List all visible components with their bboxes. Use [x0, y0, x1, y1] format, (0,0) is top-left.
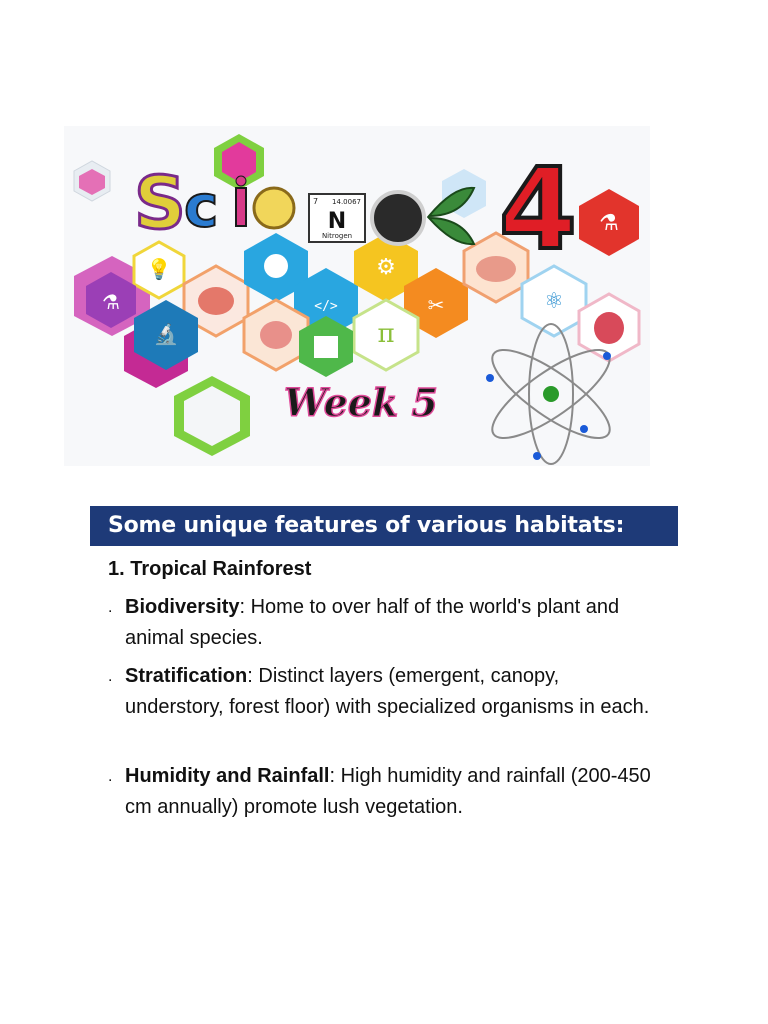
lightbulb-icon: 💡 — [146, 259, 172, 281]
item-term: Stratification — [125, 665, 248, 687]
lungs-icon — [594, 312, 624, 344]
microscope-icon: 🔬 — [153, 324, 179, 346]
calculator-icon — [314, 336, 338, 358]
subheading: 1. Tropical Rainforest — [108, 558, 312, 580]
code-icon: </> — [314, 299, 338, 314]
flask-icon: ⚗ — [102, 292, 120, 314]
item-term: Biodiversity — [125, 596, 240, 618]
svg-text:7: 7 — [313, 197, 319, 206]
muscle-icon — [198, 287, 234, 315]
tools-icon: ✂ — [427, 295, 445, 317]
science-banner — [64, 126, 650, 466]
item-text: High humidity and rainfall (200-450 cm annually) promote lush vegetation. — [125, 765, 651, 818]
atom-icon: ⚛ — [544, 288, 564, 313]
pi-icon: π — [377, 319, 395, 349]
svg-text:N: N — [327, 209, 347, 234]
svg-text:14.0067: 14.0067 — [332, 198, 361, 206]
svg-text:Nitrogen: Nitrogen — [321, 232, 353, 240]
cloud-icon — [264, 254, 288, 278]
svg-text:4: 4 — [499, 145, 577, 275]
item-term: Humidity and Rainfall — [125, 765, 330, 787]
bullet-marker: . — [108, 668, 113, 685]
item-text: Distinct layers (emergent, canopy, understory, forest floor) with specialized organisms in each. — [125, 665, 650, 718]
section-title-bar: Some unique features of various habitats: — [90, 506, 678, 546]
week-label: Week 5 — [284, 380, 438, 425]
gear-icon: ⚙ — [376, 254, 396, 279]
svg-text:c: c — [184, 172, 219, 240]
intestine-icon — [260, 321, 292, 349]
bullet-marker: . — [108, 599, 113, 616]
banner-illustration — [64, 126, 650, 466]
bullet-marker: . — [108, 768, 113, 785]
beaker-icon: ⚗ — [599, 210, 619, 235]
svg-text:S: S — [134, 161, 186, 245]
item-text: Home to over half of the world's plant and animal species. — [125, 596, 620, 649]
moon-icon — [372, 192, 424, 244]
